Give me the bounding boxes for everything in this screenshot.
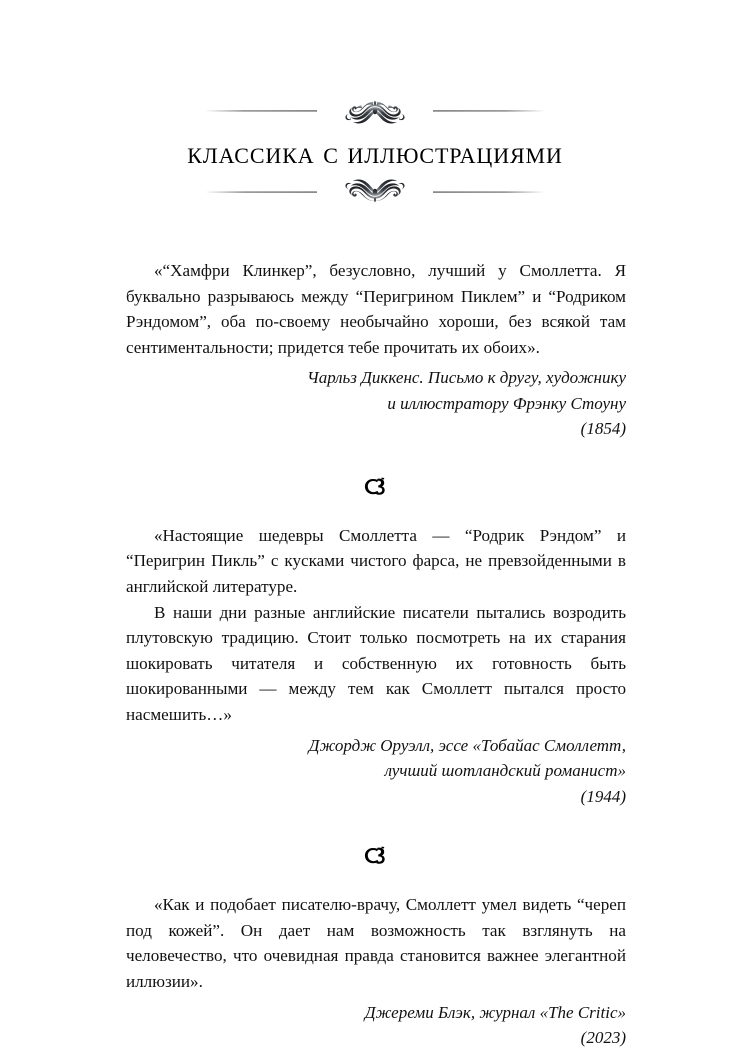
spacer <box>126 809 626 844</box>
quotes-content <box>126 258 626 1051</box>
spacer <box>126 499 626 523</box>
spacer <box>126 442 626 475</box>
quote-text-orwell <box>126 523 626 728</box>
quote-separator-1 <box>126 475 626 499</box>
cb-flourish-icon <box>359 844 393 868</box>
attribution-line: лучший шотландский романист» <box>384 761 626 781</box>
quote-block-black <box>126 892 626 1050</box>
attribution-line: и иллюстратору Фрэнку Стоуну <box>387 393 626 413</box>
quote-text-dickens <box>126 258 626 360</box>
quote-block-dickens <box>126 258 626 442</box>
attribution-line: Джереми Блэк, журнал «The Critic» <box>364 1002 626 1022</box>
page-header <box>0 96 750 207</box>
attribution-line: Чарльз Диккенс. Письмо к другу, художнику <box>307 368 626 388</box>
attribution-year: (1944) <box>580 786 626 806</box>
quote-attribution-black <box>126 1000 626 1051</box>
quote-separator-2 <box>126 844 626 868</box>
ornament-divider-top-icon <box>185 96 565 126</box>
attribution-year: (2023) <box>580 1028 626 1047</box>
cb-flourish-icon <box>359 475 393 499</box>
quote-paragraph: «Настоящие шедевры Смоллетта — “Родрик Рэндом” и “Перигрин Пикль” с кусками чистого фарса, не превзойденными в английской литературе. <box>126 525 626 597</box>
quote-text-black <box>126 892 626 994</box>
ornament-divider-bottom-icon <box>185 177 565 207</box>
spacer <box>126 868 626 892</box>
quote-attribution-orwell <box>126 733 626 810</box>
attribution-year: (1854) <box>580 419 626 439</box>
quote-attribution-dickens <box>126 365 626 442</box>
quote-paragraph: «Как и подобает писателю-врачу, Смоллетт умел видеть “череп под кожей”. Он дает нам возможность так взглянуть на человечество, что очевидная правда становится важнее элегантной иллюзии». <box>126 895 626 991</box>
quote-paragraph: «“Хамфри Клинкер”, безусловно, лучший у Смоллетта. Я буквально разрываюсь между “Перигрином Пиклем” и “Родриком Рэндомом”, оба по-своему необычайно хороши, без всякой там сентиментальности; придется тебе прочитать их обоих». <box>126 261 626 357</box>
attribution-line: Джордж Оруэлл, эссе «Тобайас Смоллетт, <box>308 735 626 755</box>
page-title: классика с иллюстрациями <box>187 135 563 170</box>
quote-paragraph: В наши дни разные английские писатели пытались возродить плутовскую традицию. Стоит только посмотреть на их старания шокировать читателя и собственную их готовность быть шокированными — между тем как Смоллетт пытался просто насмешить…» <box>126 602 626 725</box>
quote-block-orwell <box>126 523 626 809</box>
